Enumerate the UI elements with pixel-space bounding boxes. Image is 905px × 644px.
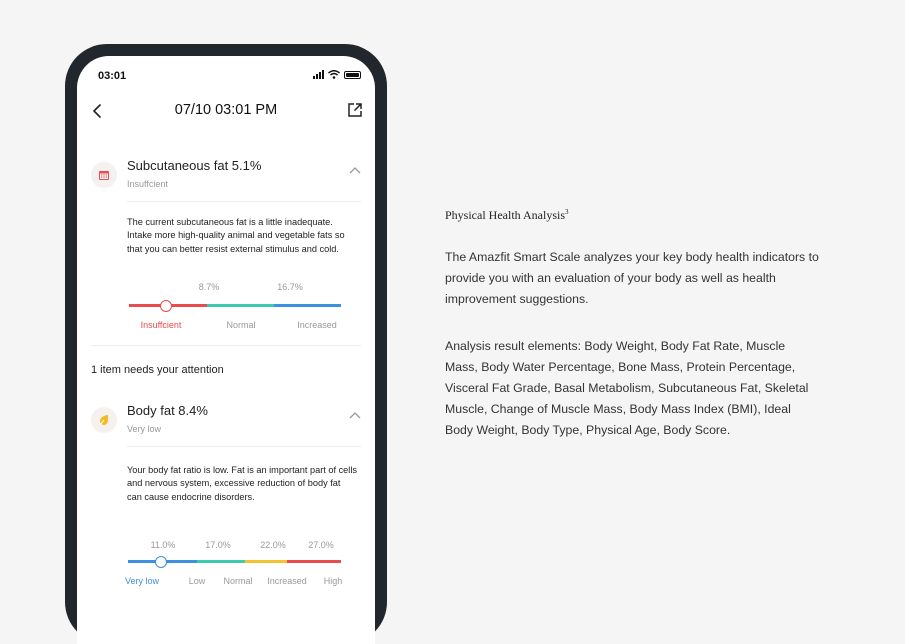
droplet-icon — [91, 407, 117, 433]
threshold-label: 17.0% — [205, 540, 231, 550]
battery-icon — [344, 71, 361, 79]
article-heading-text: Physical Health Analysis — [445, 208, 565, 222]
threshold-label: 27.0% — [308, 540, 334, 550]
nav-bar — [77, 98, 375, 126]
card-divider — [127, 446, 361, 447]
share-icon — [347, 102, 363, 118]
threshold-label: 8.7% — [198, 282, 220, 292]
threshold-label: 11.0% — [150, 540, 176, 550]
status-icons — [313, 70, 361, 79]
zone-label: Normal — [223, 576, 253, 586]
threshold-label: 22.0% — [260, 540, 286, 550]
card-divider — [127, 201, 361, 202]
phone-mockup — [65, 44, 387, 644]
zone-label: Increased — [297, 320, 337, 330]
signal-icon — [313, 70, 324, 79]
wifi-icon — [328, 70, 340, 79]
gauge-segment-increased — [245, 560, 287, 563]
gauge-segment-increased — [274, 304, 341, 307]
zone-label: High — [323, 576, 343, 586]
page-title: 07/10 03:01 PM — [174, 102, 278, 118]
phone-screen — [77, 56, 375, 644]
zone-label-active: Very low — [124, 576, 160, 586]
body-fat-description: Your body fat ratio is low. Fat is an important part of cells and nervous system, excessive reduction of body fat can cause endocrine disorders. — [127, 465, 357, 502]
body-fat-title: Body fat 8.4% — [127, 403, 208, 418]
body-fat-gauge — [77, 540, 375, 590]
subcutaneous-fat-description: The current subcutaneous fat is a little inadequate. Intake more high-quality animal and vegetable fats so that you can better resist external stimulus and cold. — [127, 217, 345, 254]
zone-label: Low — [188, 576, 206, 586]
share-button[interactable] — [345, 100, 365, 120]
attention-label: 1 item needs your attention — [91, 364, 224, 376]
section-divider — [91, 345, 361, 346]
gauge-segment-low — [197, 560, 245, 563]
zone-label: Normal — [226, 320, 256, 330]
gauge-segment-high — [287, 560, 341, 563]
footnote-marker: 3 — [565, 208, 569, 216]
value-marker — [160, 300, 172, 312]
article-heading — [445, 208, 820, 223]
gauge-segment-normal — [207, 304, 274, 307]
article-paragraph: Analysis result elements: Body Weight, Body Fat Rate, Muscle Mass, Body Water Percentage, Bone Mass, Protein Percentage, Visceral Fat Grade, Basal Metabolism, Subcutaneous Fat, Skeletal Muscle, Change of Muscle Mass, Body Mass Index (BMI), Ideal Body Weight, Body Type, Physical Age, Body Score. — [445, 339, 809, 437]
subcutaneous-fat-gauge — [77, 282, 375, 332]
article — [445, 208, 820, 441]
article-paragraph: The Amazfit Smart Scale analyzes your key body health indicators to provide you with an evaluation of your body as well as health improvement suggestions. — [445, 250, 819, 306]
status-time: 03:01 — [98, 70, 127, 82]
chevron-up-icon — [349, 411, 361, 421]
zone-label-active: Insuffcient — [140, 320, 182, 330]
body-fat-status: Very low — [127, 424, 162, 434]
zone-label: Increased — [267, 576, 307, 586]
subcutaneous-fat-card-header[interactable] — [77, 154, 375, 202]
subcutaneous-fat-status: Insuffcient — [127, 179, 168, 189]
body-fat-card-header[interactable] — [77, 399, 375, 447]
status-bar — [77, 56, 375, 98]
subcutaneous-fat-title: Subcutaneous fat 5.1% — [127, 158, 262, 173]
calendar-icon — [91, 162, 117, 188]
chevron-up-icon — [349, 166, 361, 176]
value-marker — [155, 556, 167, 568]
threshold-label: 16.7% — [277, 282, 303, 292]
